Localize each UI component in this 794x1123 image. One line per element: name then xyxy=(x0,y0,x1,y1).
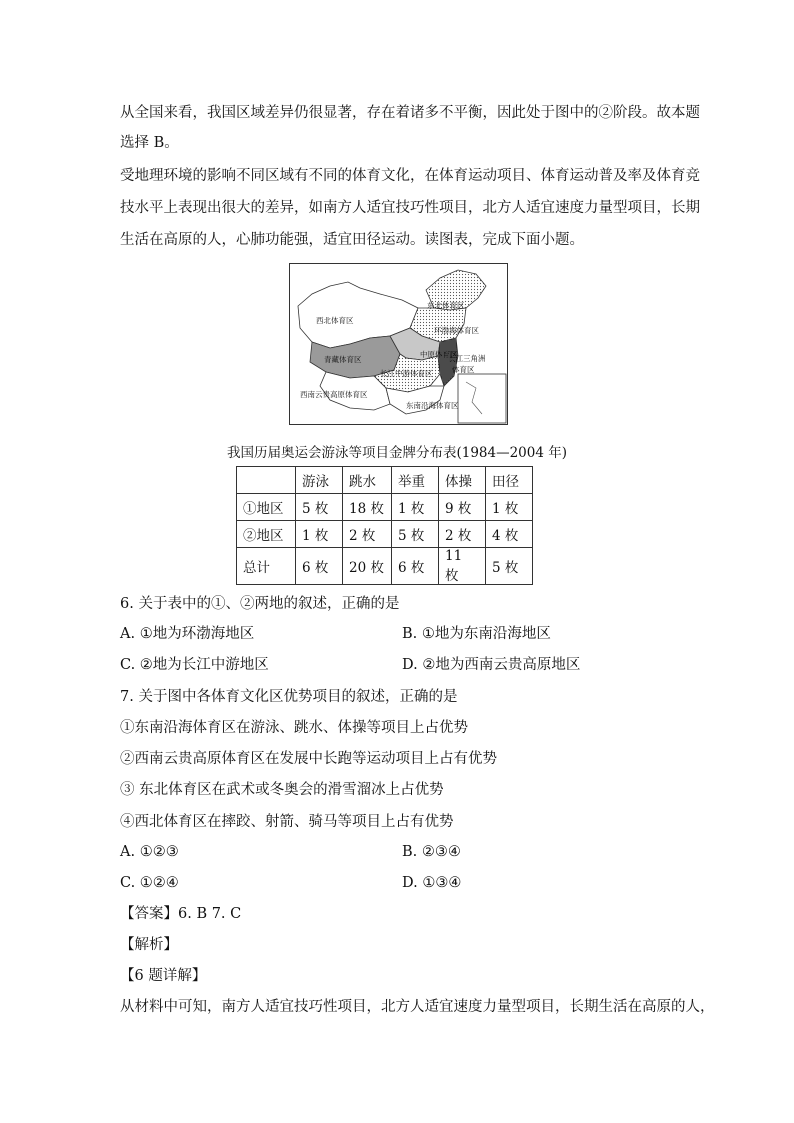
table-cell: 5 枚 xyxy=(296,494,343,521)
intro-line-2: 选择 B。 xyxy=(120,135,179,151)
table-cell: 4 枚 xyxy=(486,521,533,548)
table-cell: 2 枚 xyxy=(439,521,486,548)
q7-option-d: D. ①③④ xyxy=(402,875,462,891)
label-bohai: 环渤海体育区 xyxy=(434,326,479,335)
q7-statement-1: ①东南沿海体育区在游泳、跳水、体操等项目上占优势 xyxy=(120,720,468,736)
material-line-2: 技水平上表现出很大的差异，如南方人适宜技巧性项目，北方人适宜速度力量型项目，长期 xyxy=(120,200,700,216)
analysis-heading: 【解析】 xyxy=(120,937,178,953)
table-row xyxy=(237,548,533,585)
q6-detail-heading: 【6 题详解】 xyxy=(120,968,207,984)
q7-option-a: A. ①②③ xyxy=(120,844,179,860)
table-cell: 9 枚 xyxy=(439,494,486,521)
label-yangtze-delta-1: 长江三角洲 xyxy=(448,354,486,363)
table-row xyxy=(237,521,533,548)
south-sea-inset xyxy=(458,374,506,423)
q7-option-b: B. ②③④ xyxy=(402,844,461,860)
q7-stem: 7. 关于图中各体育文化区优势项目的叙述，正确的是 xyxy=(120,689,458,705)
q6-option-c: C. ②地为长江中游地区 xyxy=(120,657,269,673)
table-header-row xyxy=(237,467,533,494)
material-line-1: 受地理环境的影响不同区域有不同的体育文化，在体育运动项目、体育运动普及率及体育竞 xyxy=(120,168,700,184)
table-cell: 5 枚 xyxy=(486,548,533,585)
answer-line: 【答案】6. B 7. C xyxy=(120,906,242,922)
china-sports-region-map xyxy=(289,263,508,425)
q6-option-b: B. ①地为东南沿海地区 xyxy=(402,626,551,642)
table-header-cell: 田径 xyxy=(486,467,533,494)
label-southwest: 西南云贵高原体育区 xyxy=(300,390,368,399)
label-tibet: 青藏体育区 xyxy=(324,355,362,364)
table-cell: 总计 xyxy=(237,548,296,585)
table-cell: 20 枚 xyxy=(343,548,392,585)
table-cell: 6 枚 xyxy=(392,548,439,585)
table-header-cell xyxy=(237,467,296,494)
material-line-3: 生活在高原的人，心肺功能强，适宜田径运动。读图表，完成下面小题。 xyxy=(120,232,584,248)
table-cell: 5 枚 xyxy=(392,521,439,548)
q6-detail-text: 从材料中可知，南方人适宜技巧性项目，北方人适宜速度力量型项目，长期生活在高原的人， xyxy=(120,999,715,1015)
q7-statement-4: ④西北体育区在摔跤、射箭、骑马等项目上占有优势 xyxy=(120,814,454,830)
table-caption: 我国历届奥运会游泳等项目金牌分布表(1984—2004 年) xyxy=(226,445,568,461)
label-northwest: 西北体育区 xyxy=(316,316,354,325)
table-cell: 1 枚 xyxy=(392,494,439,521)
table-cell: 2 枚 xyxy=(343,521,392,548)
table-cell: 1 枚 xyxy=(486,494,533,521)
gold-medal-table xyxy=(236,466,533,585)
table-header-cell: 跳水 xyxy=(343,467,392,494)
label-southeast: 东南沿海体育区 xyxy=(406,401,459,410)
table-row xyxy=(237,494,533,521)
table-cell: 11 枚 xyxy=(439,548,486,585)
table-header-cell: 体操 xyxy=(439,467,486,494)
q6-option-a: A. ①地为环渤海地区 xyxy=(120,626,255,642)
label-northeast: 东北体育区 xyxy=(427,301,465,310)
label-yangtze-mid: 长江中游体育区 xyxy=(380,369,433,378)
label-central-plain: 中原体育区 xyxy=(420,350,458,359)
label-yangtze-delta-2: 体育区 xyxy=(452,365,475,374)
table-cell: ①地区 xyxy=(237,494,296,521)
q7-statement-3: ③ 东北体育区在武术或冬奥会的滑雪溜冰上占优势 xyxy=(120,782,444,798)
q6-stem: 6. 关于表中的①、②两地的叙述，正确的是 xyxy=(120,596,400,612)
table-header-cell: 举重 xyxy=(392,467,439,494)
q7-option-c: C. ①②④ xyxy=(120,875,179,891)
q6-option-d: D. ②地为西南云贵高原地区 xyxy=(402,657,581,673)
q7-statement-2: ②西南云贵高原体育区在发展中长跑等运动项目上占有优势 xyxy=(120,751,497,767)
table-cell: 18 枚 xyxy=(343,494,392,521)
table-cell: 1 枚 xyxy=(296,521,343,548)
table-header-cell: 游泳 xyxy=(296,467,343,494)
table-cell: ②地区 xyxy=(237,521,296,548)
intro-line-1: 从全国来看，我国区域差异仍很显著，存在着诸多不平衡，因此处于图中的②阶段。故本题 xyxy=(120,105,700,121)
table-cell: 6 枚 xyxy=(296,548,343,585)
map-figure xyxy=(290,264,507,424)
